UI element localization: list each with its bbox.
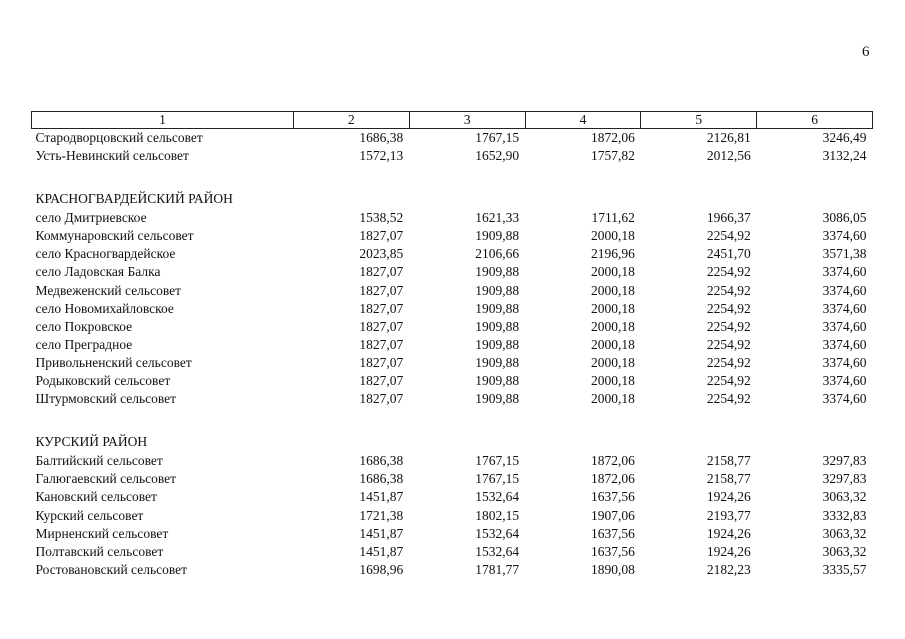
value-col-2: 1572,13 <box>359 148 404 164</box>
value-col-2: 1698,96 <box>359 561 404 577</box>
value-col-4: 2000,18 <box>591 391 635 407</box>
settlement-name: село Покровское <box>35 318 133 334</box>
value-col-6: 3335,57 <box>822 561 867 577</box>
value-col-2: 1827,07 <box>359 373 404 389</box>
settlement-name: Галюгаевский сельсовет <box>35 471 177 487</box>
settlement-name: Полтавский сельсовет <box>35 543 164 559</box>
value-col-3: 1909,88 <box>475 318 520 334</box>
district-heading-row <box>32 189 873 209</box>
settlement-name: Штурмовский сельсовет <box>35 391 177 407</box>
value-col-2: 1686,38 <box>359 471 404 487</box>
value-col-3: 1909,88 <box>475 373 520 389</box>
value-col-6: 3063,32 <box>822 525 867 541</box>
value-col-4: 2000,18 <box>591 264 635 280</box>
table-header <box>32 112 873 129</box>
value-col-5: 2254,92 <box>706 300 751 316</box>
value-col-5: 2158,77 <box>706 471 751 487</box>
column-number-6: 6 <box>757 112 873 129</box>
value-col-3: 1909,88 <box>475 264 520 280</box>
value-col-6: 3571,38 <box>822 246 867 262</box>
settlement-name: село Красногвардейское <box>35 246 176 262</box>
column-number-5: 5 <box>641 112 757 129</box>
column-number-3: 3 <box>409 112 525 129</box>
table-row <box>32 354 873 372</box>
column-number-1: 1 <box>32 112 294 129</box>
table-row <box>32 300 873 318</box>
value-col-5: 2254,92 <box>706 282 751 298</box>
settlement-name: Усть-Невинский сельсовет <box>35 148 189 164</box>
table-row <box>32 372 873 390</box>
value-col-2: 1827,07 <box>359 391 404 407</box>
value-col-6: 3063,32 <box>822 489 867 505</box>
value-col-6: 3374,60 <box>822 282 867 298</box>
value-col-4: 1637,56 <box>591 543 635 559</box>
settlement-name: Привольненский сельсовет <box>35 354 192 370</box>
value-col-3: 1621,33 <box>475 210 520 226</box>
value-col-5: 2182,23 <box>706 561 751 577</box>
settlement-name: село Дмитриевское <box>35 210 147 226</box>
value-col-5: 2254,92 <box>706 228 751 244</box>
settlement-name: Балтийский сельсовет <box>35 453 163 469</box>
value-col-5: 2254,92 <box>706 391 751 407</box>
value-col-3: 1909,88 <box>475 336 520 352</box>
settlement-name: Мирненский сельсовет <box>35 525 169 541</box>
value-col-4: 2000,18 <box>591 300 635 316</box>
page-number: 6 <box>862 44 870 60</box>
value-col-3: 1652,90 <box>475 148 520 164</box>
value-col-4: 1872,06 <box>591 471 635 487</box>
value-col-6: 3063,32 <box>822 543 867 559</box>
value-col-5: 2126,81 <box>706 130 751 145</box>
table-body <box>32 129 873 579</box>
table-row <box>32 525 873 543</box>
value-col-5: 1966,37 <box>706 210 751 226</box>
value-col-6: 3086,05 <box>822 210 867 226</box>
value-col-4: 1637,56 <box>591 489 635 505</box>
table-row <box>32 282 873 300</box>
value-col-4: 1907,06 <box>591 507 635 523</box>
value-col-5: 2193,77 <box>706 507 751 523</box>
settlement-name: Ростовановский сельсовет <box>35 561 188 577</box>
value-col-4: 1711,62 <box>591 210 635 226</box>
value-col-4: 2000,18 <box>591 336 635 352</box>
value-col-6: 3374,60 <box>822 354 867 370</box>
value-col-2: 1451,87 <box>359 525 404 541</box>
value-col-4: 2196,96 <box>591 246 635 262</box>
value-col-3: 1909,88 <box>475 300 520 316</box>
settlement-name: село Ладовская Балка <box>35 264 161 280</box>
value-col-3: 1532,64 <box>475 489 520 505</box>
value-col-3: 1909,88 <box>475 391 520 407</box>
value-col-6: 3374,60 <box>822 373 867 389</box>
value-col-3: 1532,64 <box>475 543 520 559</box>
value-col-5: 2254,92 <box>706 373 751 389</box>
value-col-2: 2023,85 <box>359 246 404 262</box>
value-col-4: 1890,08 <box>591 561 635 577</box>
value-col-3: 1781,77 <box>475 561 520 577</box>
district-heading-row <box>32 432 873 452</box>
value-col-3: 1909,88 <box>475 228 520 244</box>
table-row <box>32 543 873 561</box>
value-col-2: 1721,38 <box>359 507 404 523</box>
spacer-cell <box>32 165 873 189</box>
district-title: КУРСКИЙ РАЙОН <box>35 434 148 450</box>
value-col-6: 3332,83 <box>822 507 867 523</box>
value-col-6: 3374,60 <box>822 336 867 352</box>
value-col-4: 2000,18 <box>591 318 635 334</box>
value-col-6: 3374,60 <box>822 228 867 244</box>
value-col-2: 1827,07 <box>359 336 404 352</box>
value-col-4: 2000,18 <box>591 354 635 370</box>
table-row <box>32 336 873 354</box>
table-row <box>32 209 873 227</box>
value-col-5: 2254,92 <box>706 336 751 352</box>
value-col-3: 1767,15 <box>475 130 520 145</box>
table-row <box>32 488 873 506</box>
column-number-2: 2 <box>294 112 410 129</box>
settlement-name: село Преградное <box>35 336 133 352</box>
spacer-cell <box>32 408 873 432</box>
value-col-2: 1827,07 <box>359 318 404 334</box>
value-col-3: 1909,88 <box>475 354 520 370</box>
value-col-4: 2000,18 <box>591 228 635 244</box>
value-col-3: 1767,15 <box>475 471 520 487</box>
table-row <box>32 452 873 470</box>
settlement-name: Родыковский сельсовет <box>35 373 171 389</box>
value-col-4: 1872,06 <box>591 130 635 145</box>
value-col-3: 2106,66 <box>475 246 520 262</box>
value-col-5: 1924,26 <box>706 525 751 541</box>
table-row <box>32 390 873 408</box>
settlement-name: Коммунаровский сельсовет <box>35 228 194 244</box>
value-col-2: 1686,38 <box>359 130 404 145</box>
value-col-2: 1686,38 <box>359 453 404 469</box>
value-col-4: 1757,82 <box>591 148 635 164</box>
table-row <box>32 318 873 336</box>
table-row <box>32 227 873 245</box>
table-row <box>32 507 873 525</box>
value-col-2: 1827,07 <box>359 300 404 316</box>
settlement-name: Стародворцовский сельсовет <box>35 130 203 145</box>
value-col-6: 3374,60 <box>822 300 867 316</box>
district-title: КРАСНОГВАРДЕЙСКИЙ РАЙОН <box>35 191 233 207</box>
value-col-6: 3374,60 <box>822 318 867 334</box>
settlement-name: село Новомихайловское <box>35 300 174 316</box>
value-col-3: 1532,64 <box>475 525 520 541</box>
value-col-3: 1909,88 <box>475 282 520 298</box>
value-col-6: 3374,60 <box>822 264 867 280</box>
value-col-6: 3246,49 <box>822 130 867 145</box>
settlement-name: Курский сельсовет <box>35 507 144 523</box>
value-col-5: 2254,92 <box>706 354 751 370</box>
value-col-6: 3297,83 <box>822 471 867 487</box>
value-col-5: 2254,92 <box>706 264 751 280</box>
value-col-5: 1924,26 <box>706 489 751 505</box>
table-row <box>32 129 873 148</box>
value-col-4: 1637,56 <box>591 525 635 541</box>
tariff-table <box>31 111 873 579</box>
value-col-2: 1451,87 <box>359 543 404 559</box>
settlement-name: Медвеженский сельсовет <box>35 282 182 298</box>
value-col-5: 2451,70 <box>706 246 751 262</box>
value-col-6: 3374,60 <box>822 391 867 407</box>
value-col-4: 2000,18 <box>591 373 635 389</box>
value-col-3: 1802,15 <box>475 507 520 523</box>
value-col-5: 1924,26 <box>706 543 751 559</box>
table-row <box>32 561 873 579</box>
value-col-2: 1538,52 <box>359 210 404 226</box>
table-row <box>32 470 873 488</box>
column-number-4: 4 <box>525 112 641 129</box>
value-col-4: 1872,06 <box>591 453 635 469</box>
value-col-4: 2000,18 <box>591 282 635 298</box>
value-col-3: 1767,15 <box>475 453 520 469</box>
section-spacer <box>32 165 873 189</box>
settlement-name: Кановский сельсовет <box>35 489 157 505</box>
table-row <box>32 263 873 281</box>
tariff-table-container <box>31 111 872 579</box>
value-col-5: 2254,92 <box>706 318 751 334</box>
section-spacer <box>32 408 873 432</box>
value-col-2: 1827,07 <box>359 264 404 280</box>
value-col-2: 1827,07 <box>359 282 404 298</box>
table-row <box>32 147 873 165</box>
table-row <box>32 245 873 263</box>
value-col-5: 2012,56 <box>706 148 751 164</box>
value-col-2: 1827,07 <box>359 228 404 244</box>
value-col-2: 1451,87 <box>359 489 404 505</box>
value-col-6: 3132,24 <box>822 148 867 164</box>
value-col-6: 3297,83 <box>822 453 867 469</box>
value-col-5: 2158,77 <box>706 453 751 469</box>
value-col-2: 1827,07 <box>359 354 404 370</box>
header-row <box>32 112 873 129</box>
